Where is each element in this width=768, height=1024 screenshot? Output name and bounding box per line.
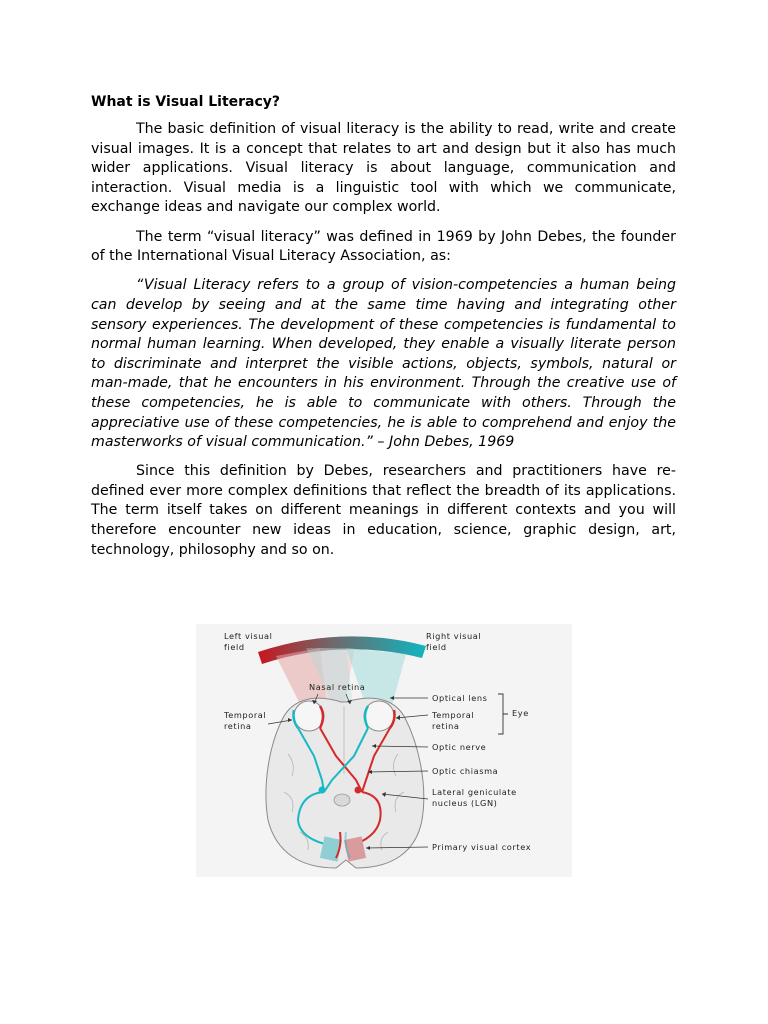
debes-quote: “Visual Literacy refers to a group of vision-competencies a human being can develop by seeing and at the same time having and integrating other sensory experiences. The development of these competencies is fundamental to normal human learning. When developed, they enable a visually literate person to discriminate and interpret the visible actions, objects, symbols, natural or man-made, that he encounters in his environment. Through the creative use of these competencies, he is able to communicate with others. Through the appreciative use of these competencies, he is able to comprehend and enjoy the masterworks of visual communication.” – John Debes, 1969	[91, 277, 676, 451]
optical-lens-label: Optical lens	[432, 693, 488, 703]
paragraph-later-definitions: Since this definition by Debes, researchers and practitioners have re-defined ever more complex definitions that reflect the breadth of its applications. The term itself takes on different meanings in different contexts and you will therefore encounter new ideas in education, science, graphic design, art, technology, philosophy and so on.	[91, 463, 676, 558]
temporal-retina-right-label: Temporal	[432, 710, 475, 720]
eye-bracket	[498, 694, 508, 734]
right-visual-field-label: Right visual	[426, 631, 482, 641]
temporal-retina-right-label-2: retina	[432, 721, 460, 731]
left-visual-field-label: Left visual	[224, 631, 273, 641]
page-title: What is Visual Literacy?	[91, 94, 281, 110]
optic-chiasma-label: Optic chiasma	[432, 766, 499, 776]
nasal-retina-label: Nasal retina	[309, 682, 366, 692]
paragraph-debes-intro: The term “visual literacy” was defined in 1969 by John Debes, the founder of the International Visual Literacy Association, as:	[91, 228, 676, 265]
right-visual-field-label-2: field	[426, 642, 447, 652]
optic-nerve-label: Optic nerve	[432, 742, 487, 752]
paragraph-definition: The basic definition of visual literacy is the ability to read, write and create visual images. It is a concept that relates to art and design but it also has much wider applications. Visual literacy is about language, communication and interaction. Visual media is a linguistic tool with which we communicate, exchange ideas and navigate our complex world.	[91, 121, 676, 216]
document-body	[91, 93, 676, 570]
lgn-label: Lateral geniculate	[432, 787, 517, 797]
visual-pathway-diagram	[196, 624, 572, 877]
primary-visual-cortex-label: Primary visual cortex	[432, 842, 532, 852]
lgn-label-2: nucleus (LGN)	[432, 798, 498, 808]
left-visual-field-label-2: field	[224, 642, 245, 652]
temporal-retina-left-label: Temporal	[224, 710, 267, 720]
temporal-retina-left-label-2: retina	[224, 721, 252, 731]
eye-label: Eye	[512, 708, 529, 718]
